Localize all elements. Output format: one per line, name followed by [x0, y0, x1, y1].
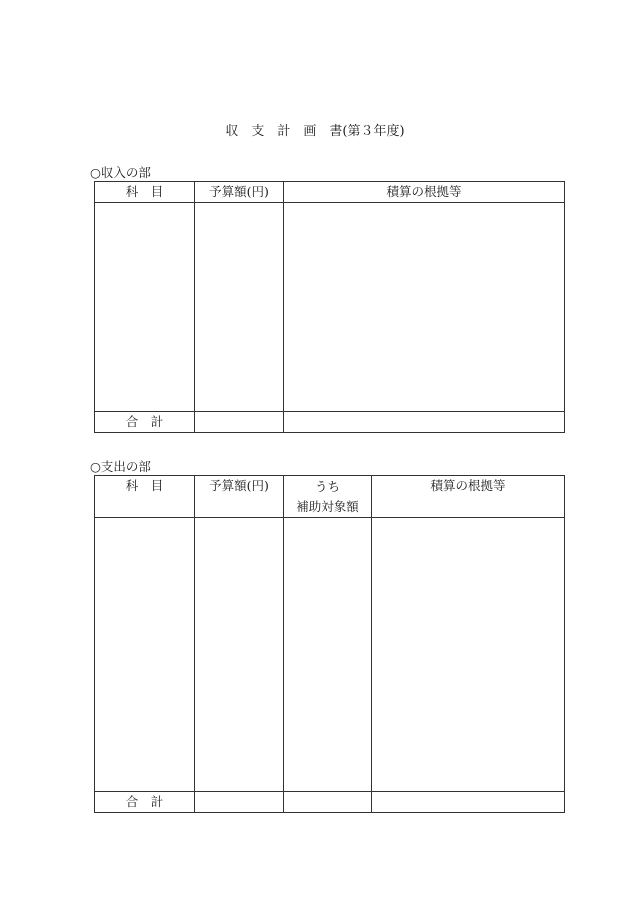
income-basis-cell[interactable] [284, 203, 565, 412]
expense-subject-cell[interactable] [95, 518, 195, 792]
expense-col-budget: 予算額(円) [195, 476, 284, 518]
income-total-basis-cell[interactable] [284, 412, 565, 433]
expense-table [94, 475, 565, 813]
expense-total-budget-cell[interactable] [195, 792, 284, 813]
expense-col-subsidy-line2: 補助対象額 [296, 499, 359, 514]
expense-total-subsidy-cell[interactable] [284, 792, 372, 813]
expense-budget-cell[interactable] [195, 518, 284, 792]
income-subject-cell[interactable] [95, 203, 195, 412]
expense-total-basis-cell[interactable] [372, 792, 565, 813]
income-col-budget: 予算額(円) [195, 182, 284, 203]
expense-body-row [95, 518, 565, 792]
income-budget-cell[interactable] [195, 203, 284, 412]
expense-col-basis: 積算の根拠等 [372, 476, 565, 518]
income-section-heading: ○収入の部 [90, 165, 151, 180]
expense-basis-cell[interactable] [372, 518, 565, 792]
income-total-label: 合 計 [95, 412, 195, 433]
expense-total-label: 合 計 [95, 792, 195, 813]
expense-col-subsidy-line1: うち [314, 479, 340, 494]
expense-col-subject: 科 目 [95, 476, 195, 518]
expense-subsidy-cell[interactable] [284, 518, 372, 792]
income-table [94, 181, 565, 433]
expense-section-heading: ○支出の部 [90, 459, 151, 474]
expense-total-row [95, 792, 565, 813]
income-col-basis: 積算の根拠等 [284, 182, 565, 203]
income-total-budget-cell[interactable] [195, 412, 284, 433]
expense-col-subsidy [284, 476, 372, 518]
income-header-row [95, 182, 565, 203]
income-total-row [95, 412, 565, 433]
expense-header-row [95, 476, 565, 518]
page-title: 収 支 計 画 書(第３年度) [225, 124, 405, 139]
income-body-row [95, 203, 565, 412]
income-col-subject: 科 目 [95, 182, 195, 203]
